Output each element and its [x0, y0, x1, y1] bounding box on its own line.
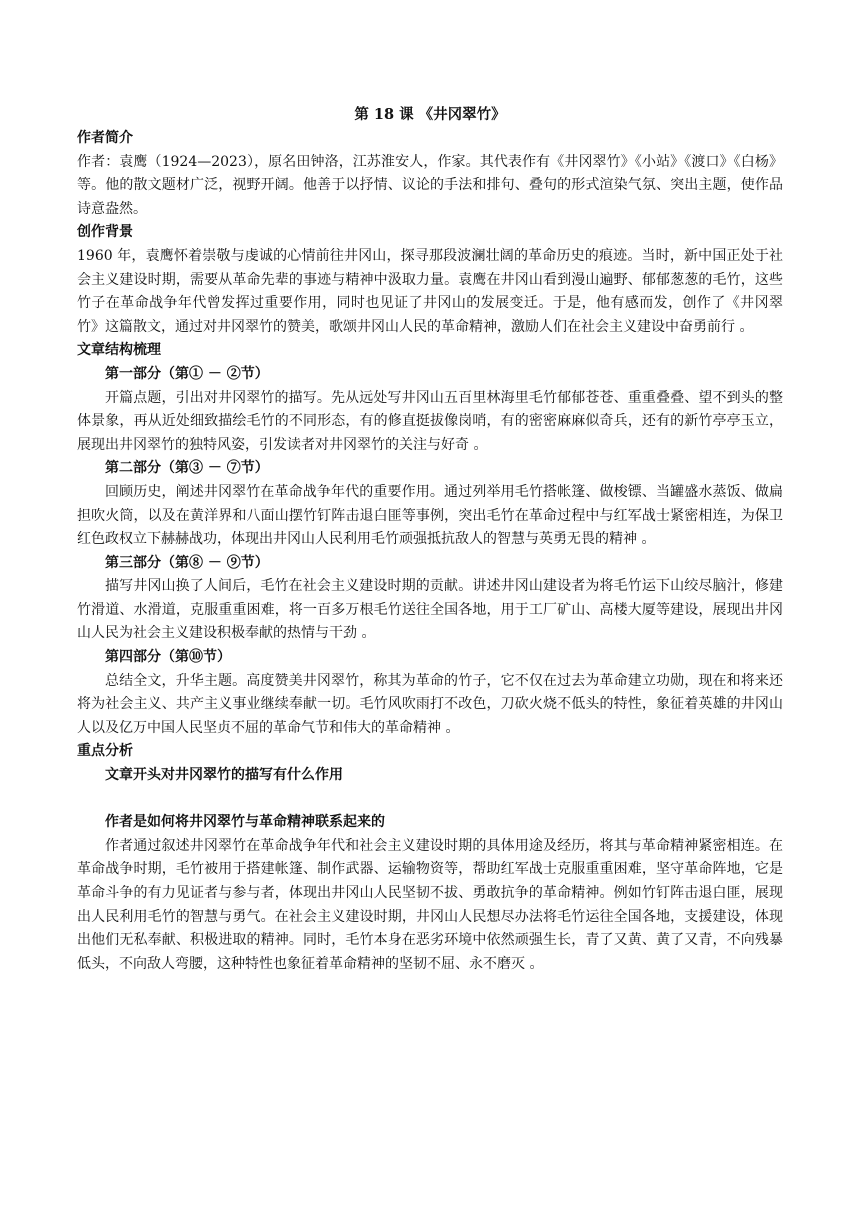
part-3-text: 描写井冈山换了人间后，毛竹在社会主义建设时期的贡献。讲述井冈山建设者为将毛竹运下山绞尽脑汁，修建竹滑道、水滑道，克服重重困难，将一百多万根毛竹送往全国各地，用于工厂矿山、高楼大厦等建设，展现出井冈山人民为社会主义建设积极奉献的热情与干劲 。: [77, 578, 783, 642]
part-1-label: 第一部分（第① － ②节）: [105, 365, 269, 382]
analysis-heading: 重点分析: [77, 743, 133, 760]
part-1-text: 开篇点题，引出对井冈翠竹的描写。先从远处写井冈山五百里林海里毛竹郁郁苍苍、重重叠叠、望不到头的整体景象，再从近处细致描绘毛竹的不同形态，有的修直挺拔像岗哨，有的密密麻麻似奇兵，还有的新竹亭亭玉立，展现出井冈翠竹的独特风姿，引发读者对井冈翠竹的关注与好奇 。: [77, 389, 783, 453]
part-3-label: 第三部分（第⑧ － ⑨节）: [105, 554, 269, 571]
part-4-text: 总结全文，升华主题。高度赞美井冈翠竹，称其为革命的竹子，它不仅在过去为革命建立功勋，现在和将来还将为社会主义、共产主义事业继续奉献一切。毛竹风吹雨打不改色，刀砍火烧不低头的特性，象征着英雄的井冈山人以及亿万中国人民坚贞不屈的革命气节和伟大的革命精神 。: [77, 672, 783, 736]
structure-heading: 文章结构梳理: [77, 342, 161, 359]
background-heading: 创作背景: [77, 224, 133, 241]
document-page: [77, 103, 783, 976]
question-1: 文章开头对井冈翠竹的描写有什么作用: [105, 767, 343, 784]
part-2-label: 第二部分（第③ － ⑦节）: [105, 460, 269, 477]
question-2: 作者是如何将井冈翠竹与革命精神联系起来的: [105, 814, 385, 831]
part-2-text: 回顾历史，阐述井冈翠竹在革命战争年代的重要作用。通过列举用毛竹搭帐篷、做梭镖、当罐盛水蒸饭、做扁担吹火筒，以及在黄洋界和八面山摆竹钉阵击退白匪等事例，突出毛竹在革命过程中与红军战士紧密相连，为保卫红色政权立下赫赫战功，体现出井冈山人民利用毛竹顽强抵抗敌人的智慧与英勇无畏的精神 。: [77, 483, 783, 548]
part-4-label: 第四部分（第⑩节）: [105, 649, 231, 666]
author-intro-text: 作者：袁鹰（1924—2023），原名田钟洛，江苏淮安人，作家。其代表作有《井冈翠竹》《小站》《渡口》《白杨》等。他的散文题材广泛，视野开阔。他善于以抒情、议论的手法和排句、叠句的形式渲染气氛、突出主题，使作品诗意盎然。: [77, 153, 783, 217]
author-intro-heading: 作者简介: [77, 130, 133, 146]
lesson-title: 第 18 课 《井冈翠竹》: [354, 106, 506, 123]
answer-2-text: 作者通过叙述井冈翠竹在革命战争年代和社会主义建设时期的具体用途及经历，将其与革命精神紧密相连。在革命战争时期，毛竹被用于搭建帐篷、制作武器、运输物资等，帮助红军战士克服重重困难，坚守革命阵地，它是革命斗争的有力见证者与参与者，体现出井冈山人民坚韧不拔、勇敢抗争的革命精神。例如竹钉阵击退白匪，展现出人民利用毛竹的智慧与勇气。在社会主义建设时期，井冈山人民想尽办法将毛竹运往全国各地，支援建设，体现出他们无私奉献、积极进取的精神。同时，毛竹本身在恶劣环境中依然顽强生长，青了又黄、黄了又青，不向残暴低头，不向敌人弯腰，这种特性也象征着革命精神的坚韧不屈、永不磨灭 。: [77, 837, 783, 972]
background-text: 1960 年，袁鹰怀着崇敬与虔诚的心情前往井冈山，探寻那段波澜壮阔的革命历史的痕迹。当时，新中国正处于社会主义建设时期，需要从革命先辈的事迹与精神中汲取力量。袁鹰在井冈山看到漫山遍野、郁郁葱葱的毛竹，这些竹子在革命战争年代曾发挥过重要作用，同时也见证了井冈山的发展变迁。于是，他有感而发，创作了《井冈翠竹》这篇散文，通过对井冈翠竹的赞美，歌颂井冈山人民的革命精神，激励人们在社会主义建设中奋勇前行 。: [77, 247, 783, 335]
blank-answer-space: [77, 788, 783, 812]
